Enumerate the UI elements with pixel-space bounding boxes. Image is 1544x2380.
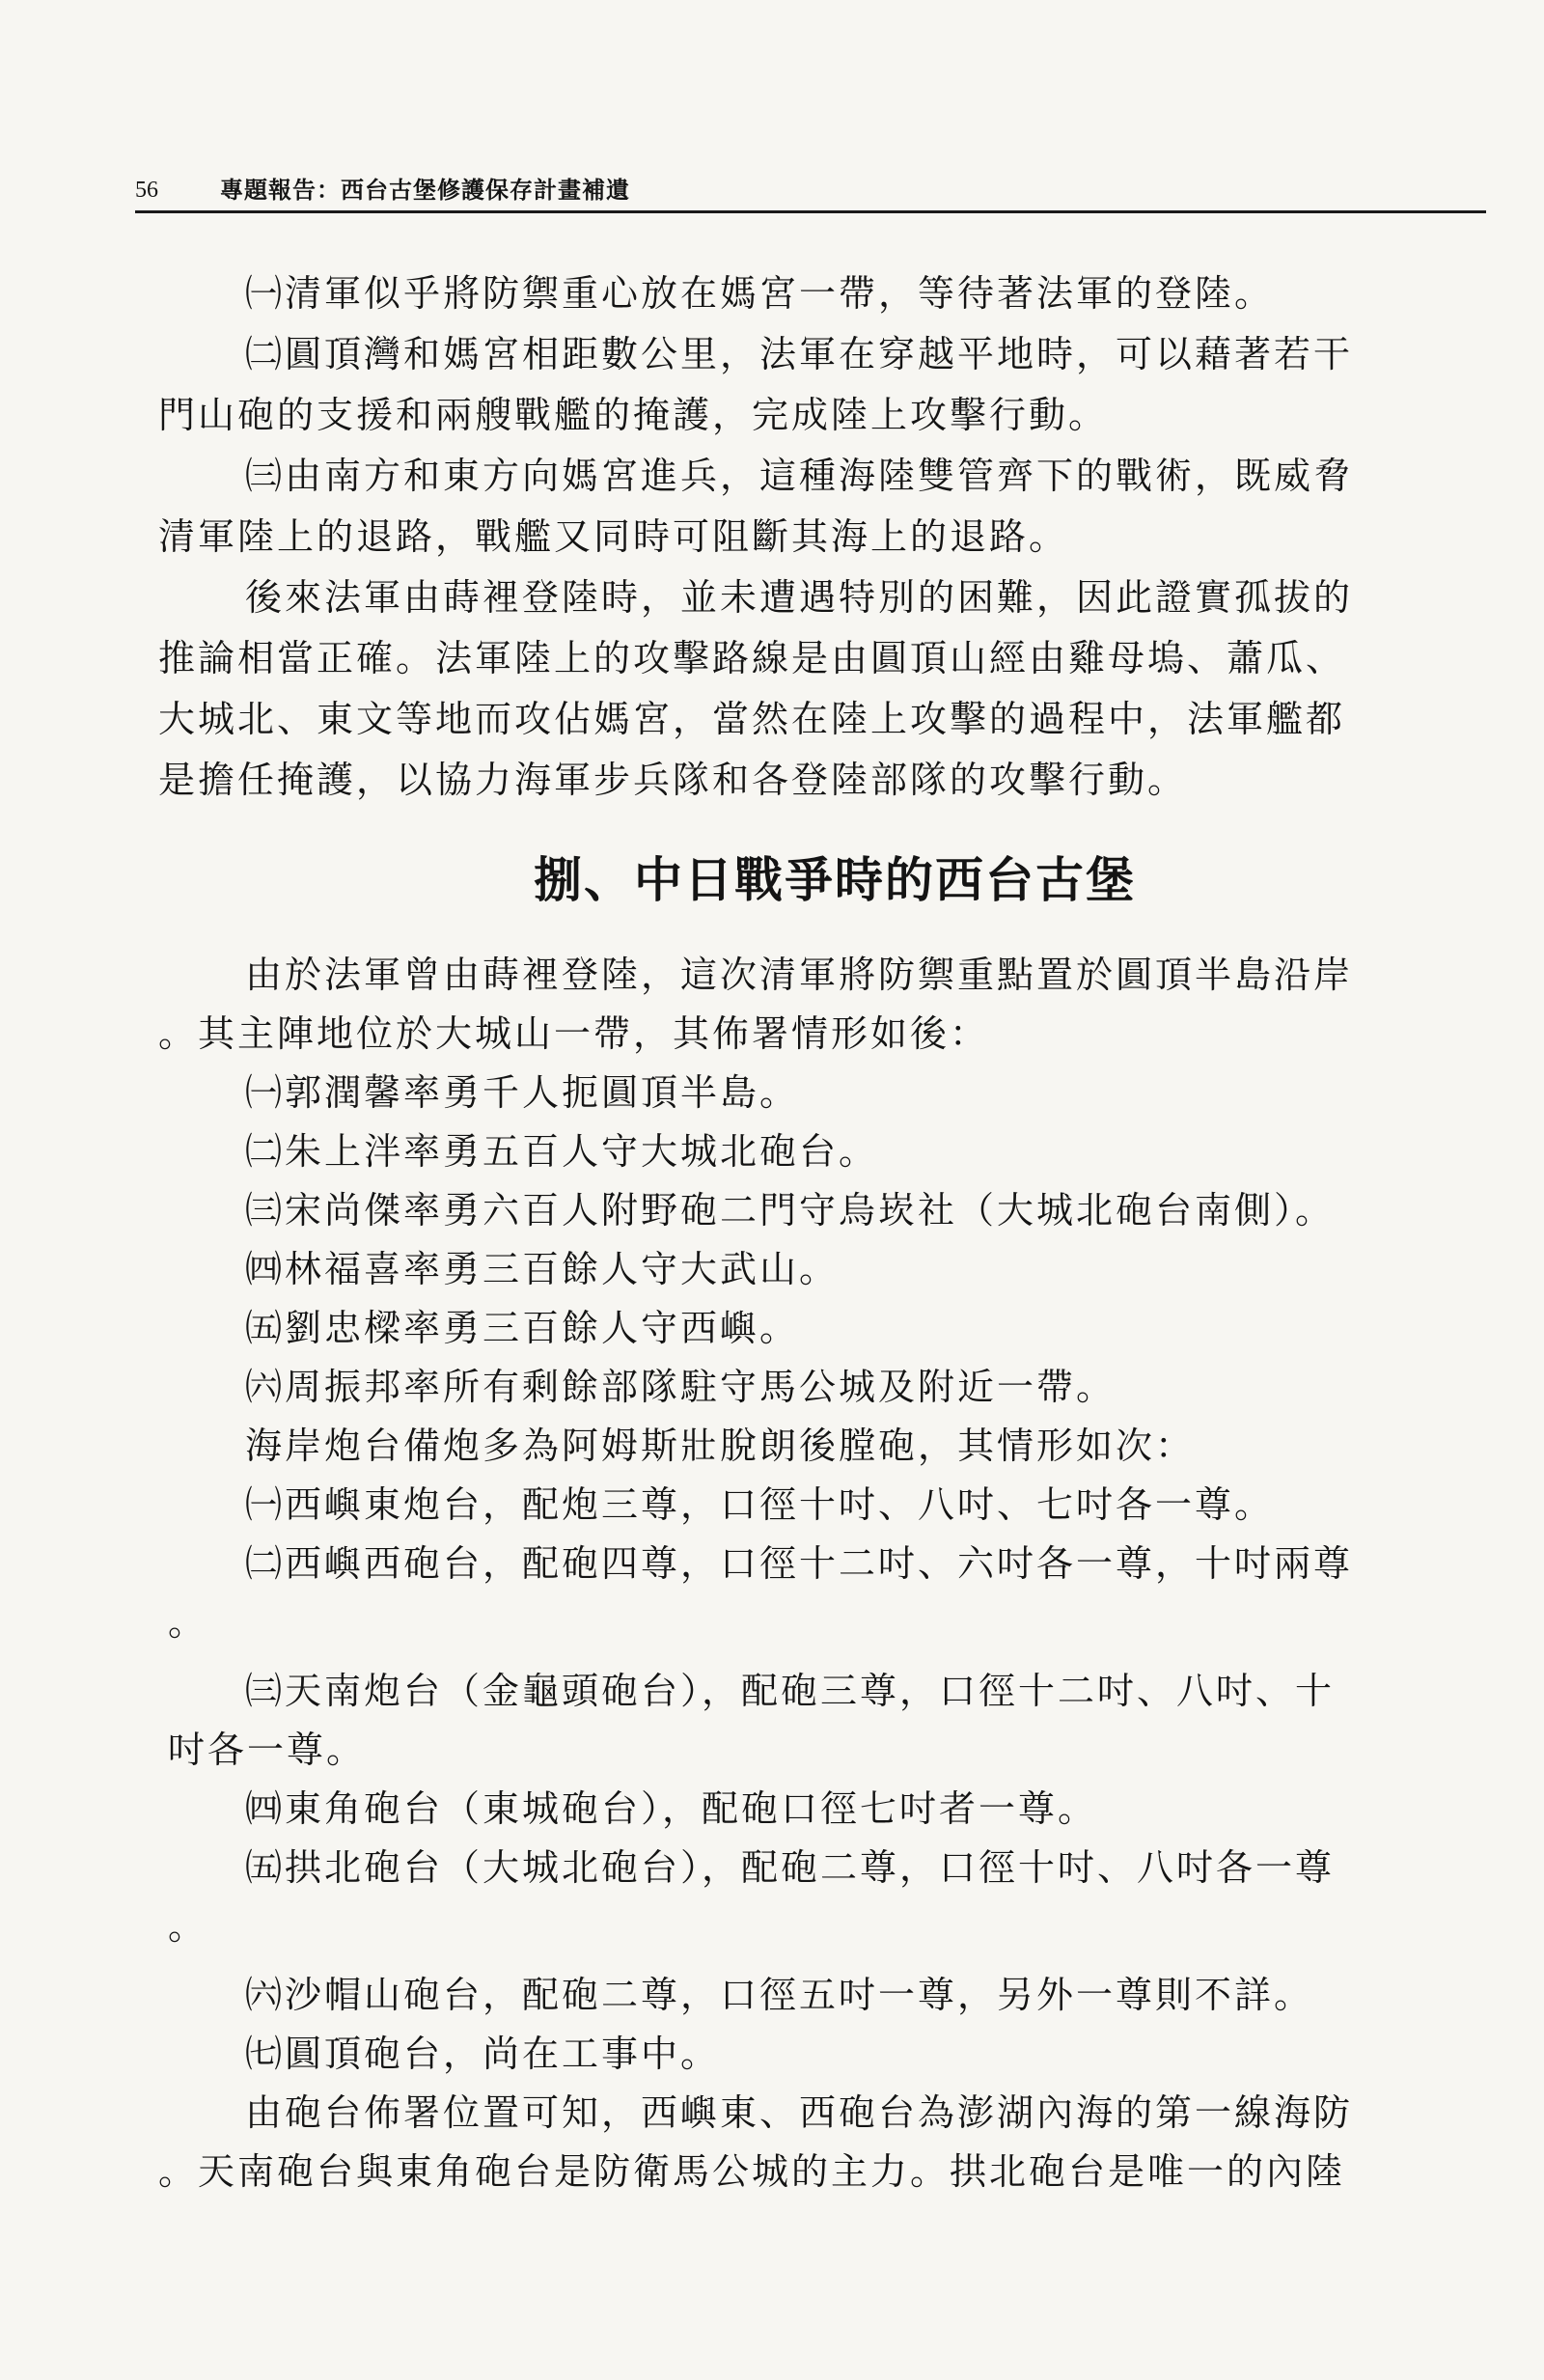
list-item: ㈠西嶼東炮台，配炮三尊，口徑十吋、八吋、七吋各一尊。: [245, 1483, 1275, 1526]
running-title: 專題報告：西台古堡修護保存計畫補遺: [220, 176, 630, 204]
page-header: [135, 170, 1486, 213]
list-item: ㈢宋尚傑率勇六百人附野砲二門守烏崁社（大城北砲台南側）。: [245, 1189, 1336, 1232]
list-item: ㈥沙帽山砲台，配砲二尊，口徑五吋一尊，另外一尊則不詳。: [245, 1974, 1314, 2016]
paragraph-line: 推論相當正確。法軍陸上的攻擊路線是由圓頂山經由雞母塢、蕭瓜、: [158, 637, 1346, 679]
paragraph-line: 門山砲的支援和兩艘戰艦的掩護，完成陸上攻擊行動。: [158, 394, 1109, 436]
paragraph-line: 。天南砲台與東角砲台是防衛馬公城的主力。拱北砲台是唯一的內陸: [158, 2150, 1346, 2193]
paragraph-line: 。其主陣地位於大城山一帶，其佈署情形如後：: [158, 1012, 990, 1055]
paragraph-line: 由砲台佈署位置可知，西嶼東、西砲台為澎湖內海的第一線海防: [245, 2091, 1354, 2134]
list-item: ㈤劉忠樑率勇三百餘人守西嶼。: [245, 1307, 800, 1349]
list-item: ㈢天南炮台（金龜頭砲台），配砲三尊，口徑十二吋、八吋、十: [245, 1670, 1336, 1712]
paragraph-line: 海岸炮台備炮多為阿姆斯壯脫朗後膛砲，其情形如次：: [245, 1425, 1196, 1467]
paragraph-line: 大城北、東文等地而攻佔媽宮，當然在陸上攻擊的過程中，法軍艦都: [158, 698, 1346, 740]
list-item: ㈤拱北砲台（大城北砲台），配砲二尊，口徑十吋、八吋各一尊: [245, 1846, 1336, 1889]
paragraph-line: 。: [168, 1601, 208, 1644]
list-item: ㈠清軍似乎將防禦重心放在媽宮一帶，等待著法軍的登陸。: [245, 272, 1275, 315]
list-item: ㈣東角砲台（東城砲台），配砲口徑七吋者一尊。: [245, 1787, 1098, 1830]
paragraph-line: 後來法軍由蒔裡登陸時，並未遭遇特別的困難，因此證實孤拔的: [245, 576, 1354, 619]
list-item: ㈡圓頂灣和媽宮相距數公里，法軍在穿越平地時，可以藉著若干: [245, 333, 1354, 375]
list-item: ㈢由南方和東方向媽宮進兵，這種海陸雙管齊下的戰術，既威脅: [245, 455, 1354, 497]
list-item: ㈡西嶼西砲台，配砲四尊，口徑十二吋、六吋各一尊，十吋兩尊: [245, 1542, 1354, 1585]
list-item: ㈡朱上泮率勇五百人守大城北砲台。: [245, 1130, 879, 1173]
page-number: 56: [135, 178, 158, 203]
paragraph-line: 。: [168, 1905, 208, 1948]
paragraph-line: 由於法軍曾由蒔裡登陸，這次清軍將防禦重點置於圓頂半島沿岸: [245, 954, 1354, 996]
paragraph-line: 吋各一尊。: [168, 1729, 367, 1771]
paragraph-line: 清軍陸上的退路，戰艦又同時可阻斷其海上的退路。: [158, 515, 1069, 558]
paragraph-line: 是擔任掩護，以協力海軍步兵隊和各登陸部隊的攻擊行動。: [158, 759, 1188, 801]
list-item: ㈣林福喜率勇三百餘人守大武山。: [245, 1248, 840, 1290]
list-item: ㈠郭潤馨率勇千人扼圓頂半島。: [245, 1071, 800, 1114]
list-item: ㈥周振邦率所有剩餘部隊駐守馬公城及附近一帶。: [245, 1366, 1117, 1408]
section-heading: 捌、中日戰爭時的西台古堡: [534, 852, 1136, 908]
list-item: ㈦圓頂砲台，尚在工事中。: [245, 2033, 721, 2075]
